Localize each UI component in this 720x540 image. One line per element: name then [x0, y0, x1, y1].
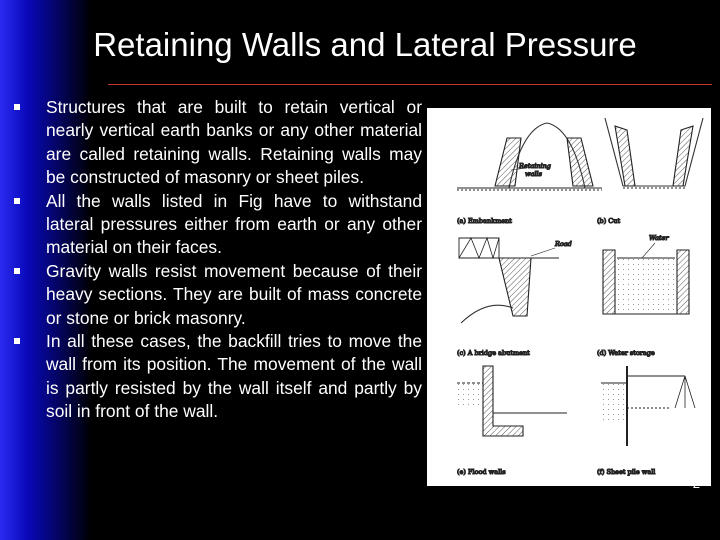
diagram-sheet-pile-wall [601, 366, 695, 446]
bullet-item [14, 330, 422, 424]
bullet-text: In all these cases, the backfill tries to move the wall from its position. The movement of the wall is partly resisted by the wall itself and partly by soil in front of the wall. [46, 331, 422, 422]
caption-flood-walls: (e) Flood walls [457, 468, 506, 476]
label-retaining: Retaining [519, 162, 551, 170]
retaining-wall-figure [427, 108, 711, 486]
diagram-water-storage [603, 243, 689, 314]
bullet-square-icon [14, 198, 20, 204]
diagram-cut [605, 118, 703, 188]
bullet-item [14, 96, 422, 190]
caption-water-storage: (d) Water storage [597, 349, 655, 357]
caption-bridge-abutment: (c) A bridge abutment [457, 349, 530, 357]
label-water: Water [649, 234, 669, 242]
bullet-text: Structures that are built to retain vertical or nearly vertical earth banks or any other material are called retaining walls. Retaining walls may be constructed of masonry or sheet piles. [46, 97, 422, 188]
bullet-text: All the walls listed in Fig have to withstand lateral pressures either from earth or any other material on their faces. [46, 190, 422, 258]
label-road: Road [555, 240, 572, 248]
bullet-square-icon [14, 104, 20, 110]
diagram-flood-walls [457, 366, 567, 436]
bullet-item [14, 260, 422, 330]
bullet-text: Gravity walls resist movement because of their heavy sections. They are built of mass concrete or stone or brick masonry. [46, 260, 422, 328]
bullet-item [14, 190, 422, 260]
caption-sheet-pile-wall: (f) Sheet pile wall [597, 468, 656, 476]
bullet-square-icon [14, 338, 20, 344]
bullet-list [14, 96, 422, 424]
title-underline [108, 84, 712, 85]
caption-embankment: (a) Embankment [457, 217, 512, 225]
diagram-embankment [457, 123, 602, 190]
diagram-bridge-abutment [459, 238, 559, 323]
slide-title: Retaining Walls and Lateral Pressure [93, 26, 637, 63]
caption-cut: (b) Cut [597, 217, 621, 225]
label-walls: walls [525, 170, 542, 178]
retaining-wall-diagrams [427, 108, 711, 486]
bullet-square-icon [14, 268, 20, 274]
page-number: 2 [692, 476, 700, 491]
